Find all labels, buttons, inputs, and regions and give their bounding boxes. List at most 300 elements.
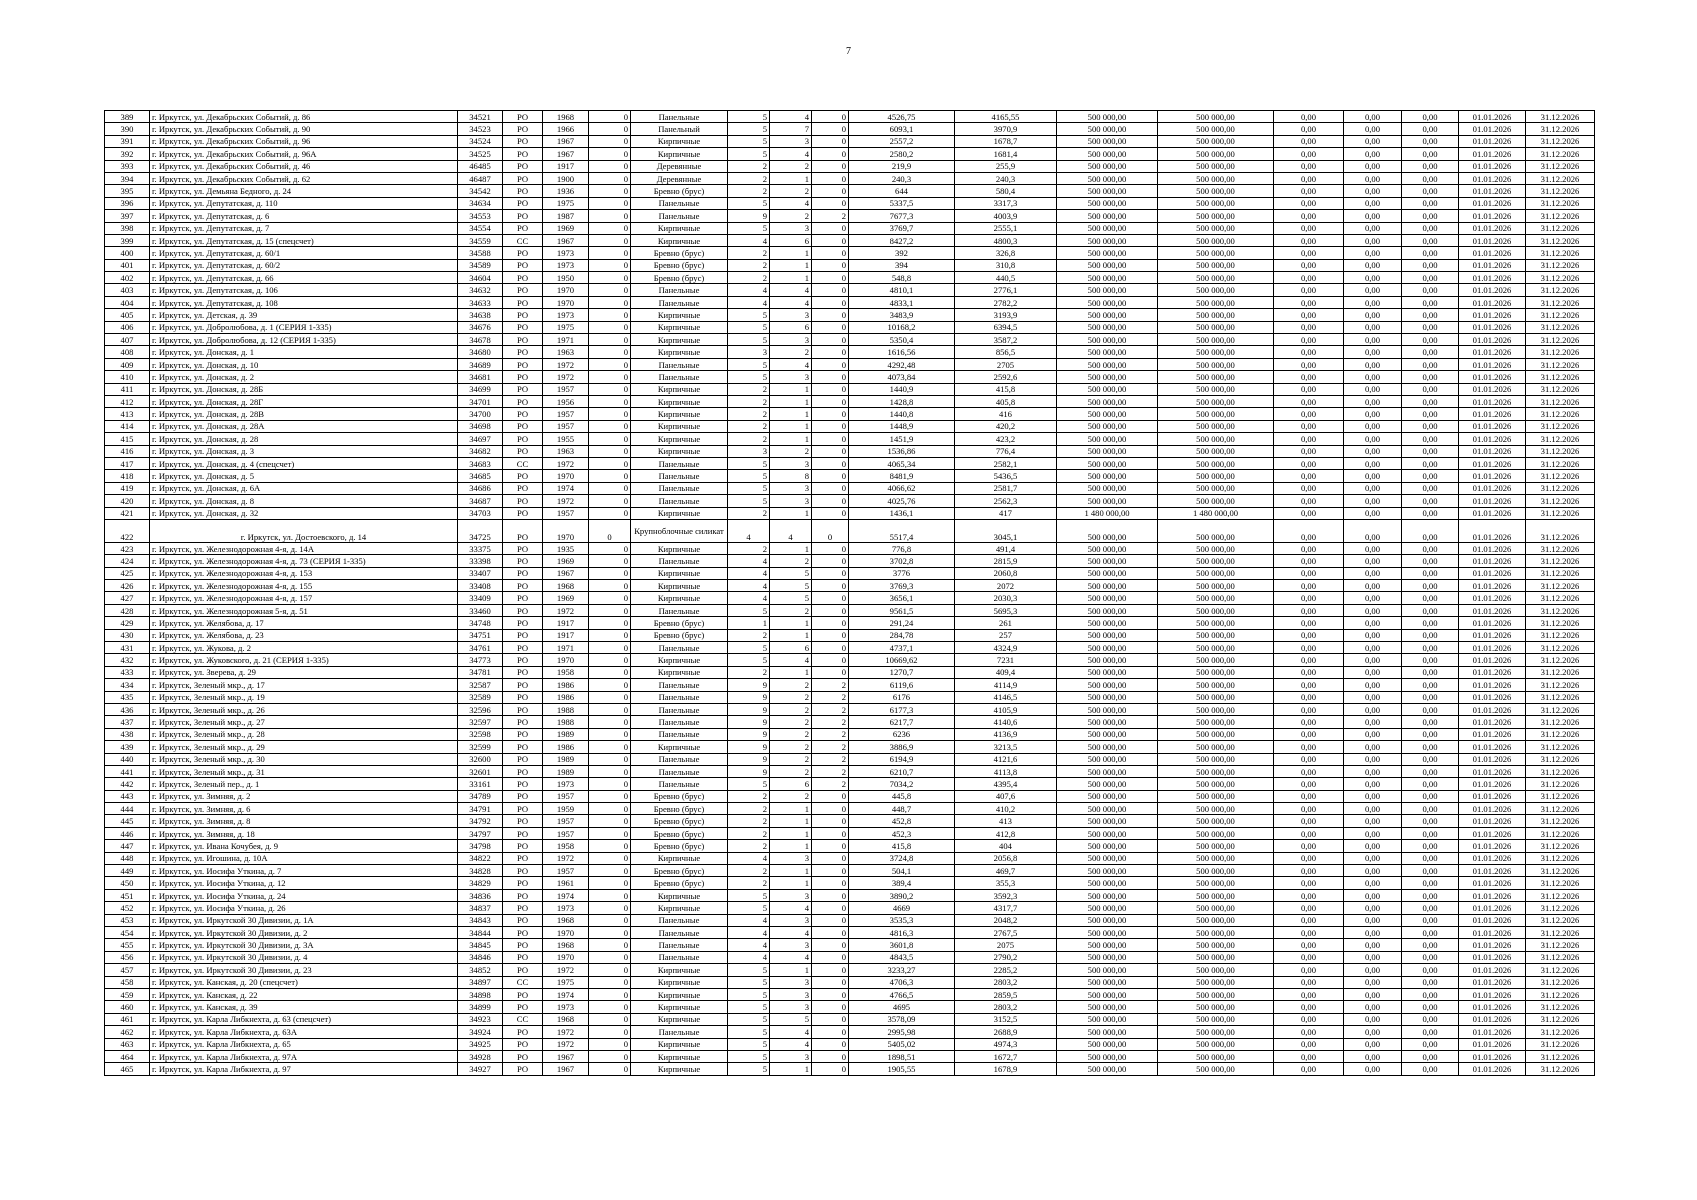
value-cell: 0	[812, 346, 849, 358]
end-date-cell: 31.12.2026	[1526, 666, 1595, 678]
end-date-cell: 31.12.2026	[1526, 542, 1595, 554]
amount-cell: 0,00	[1344, 457, 1402, 469]
amount-cell: 0,00	[1344, 408, 1402, 420]
cost-cell: 500 000,00	[1158, 272, 1274, 284]
amount-cell: 0,00	[1344, 778, 1402, 790]
value-cell: 0	[589, 135, 631, 147]
account-type-cell: РО	[503, 111, 543, 123]
account-type-cell: РО	[503, 284, 543, 296]
amount-cell: 0,00	[1274, 334, 1344, 346]
year-built-cell: 1958	[543, 840, 589, 852]
building-code-cell: 34682	[458, 445, 503, 457]
address-cell: г. Иркутск, ул. Декабрьских Событий, д. 62	[150, 172, 458, 184]
account-type-cell: РО	[503, 210, 543, 222]
total-area-cell: 4526,75	[849, 111, 955, 123]
address-cell: г. Иркутск, ул. Иосифа Уткина, д. 12	[150, 877, 458, 889]
wall-material-cell: Панельные	[631, 765, 728, 777]
table-row	[105, 852, 1595, 864]
value-cell: 0	[589, 309, 631, 321]
total-area-cell: 1448,9	[849, 420, 955, 432]
amount-cell: 0,00	[1274, 371, 1344, 383]
account-type-cell: РО	[503, 790, 543, 802]
entrances-cell: 1	[770, 420, 812, 432]
wall-material-cell: Кирпичные	[631, 902, 728, 914]
value-cell: 0	[812, 1026, 849, 1038]
building-code-cell: 32596	[458, 703, 503, 715]
amount-cell: 0,00	[1344, 765, 1402, 777]
account-type-cell: РО	[503, 296, 543, 308]
cost-cell: 500 000,00	[1158, 334, 1274, 346]
value-cell: 0	[589, 939, 631, 951]
address-cell: г. Иркутск, ул. Железнодорожная 4-я, д. 155	[150, 580, 458, 592]
cost-cell: 500 000,00	[1057, 321, 1158, 333]
building-code-cell: 34852	[458, 964, 503, 976]
start-date-cell: 01.01.2026	[1459, 1001, 1526, 1013]
address-cell: г. Иркутск, Зеленый мкр., д. 17	[150, 679, 458, 691]
building-code-cell: 33161	[458, 778, 503, 790]
row-number-cell: 397	[105, 210, 150, 222]
cost-cell: 500 000,00	[1057, 284, 1158, 296]
building-code-cell: 34846	[458, 951, 503, 963]
account-type-cell: РО	[503, 555, 543, 567]
amount-cell: 0,00	[1344, 197, 1402, 209]
wall-material-cell: Бревно (брус)	[631, 815, 728, 827]
cost-cell: 500 000,00	[1158, 445, 1274, 457]
living-area-cell: 2767,5	[955, 927, 1057, 939]
account-type-cell: РО	[503, 741, 543, 753]
amount-cell: 0,00	[1344, 111, 1402, 123]
account-type-cell: СС	[503, 457, 543, 469]
total-area-cell: 448,7	[849, 803, 955, 815]
value-cell: 0	[589, 383, 631, 395]
entrances-cell: 3	[770, 371, 812, 383]
wall-material-cell: Кирпичные	[631, 445, 728, 457]
living-area-cell: 261	[955, 617, 1057, 629]
address-cell: г. Иркутск, Зеленый мкр., д. 31	[150, 765, 458, 777]
account-type-cell: РО	[503, 222, 543, 234]
end-date-cell: 31.12.2026	[1526, 604, 1595, 616]
wall-material-cell: Кирпичные	[631, 666, 728, 678]
amount-cell: 0,00	[1274, 580, 1344, 592]
floors-cell: 2	[728, 408, 770, 420]
amount-cell: 0,00	[1344, 679, 1402, 691]
row-number-cell: 445	[105, 815, 150, 827]
floors-cell: 2	[728, 259, 770, 271]
cost-cell: 500 000,00	[1158, 877, 1274, 889]
start-date-cell: 01.01.2026	[1459, 433, 1526, 445]
cost-cell: 500 000,00	[1057, 604, 1158, 616]
cost-cell: 500 000,00	[1158, 358, 1274, 370]
entrances-cell: 3	[770, 1001, 812, 1013]
value-cell: 0	[589, 728, 631, 740]
row-number-cell: 432	[105, 654, 150, 666]
cost-cell: 500 000,00	[1057, 1038, 1158, 1050]
entrances-cell: 2	[770, 210, 812, 222]
amount-cell: 0,00	[1274, 939, 1344, 951]
year-built-cell: 1972	[543, 1038, 589, 1050]
amount-cell: 0,00	[1344, 914, 1402, 926]
value-cell: 0	[589, 902, 631, 914]
amount-cell: 0,00	[1402, 691, 1459, 703]
amount-cell: 0,00	[1274, 519, 1344, 542]
account-type-cell: РО	[503, 123, 543, 135]
account-type-cell: РО	[503, 691, 543, 703]
living-area-cell: 4165,55	[955, 111, 1057, 123]
address-cell: г. Иркутск, ул. Депутатская, д. 15 (спецсчет)	[150, 234, 458, 246]
cost-cell: 500 000,00	[1158, 172, 1274, 184]
value-cell: 0	[589, 778, 631, 790]
entrances-cell: 2	[770, 185, 812, 197]
amount-cell: 0,00	[1274, 148, 1344, 160]
table-row	[105, 542, 1595, 554]
value-cell: 2	[812, 753, 849, 765]
amount-cell: 0,00	[1402, 927, 1459, 939]
value-cell: 0	[589, 507, 631, 519]
building-code-cell: 33409	[458, 592, 503, 604]
table-row	[105, 592, 1595, 604]
start-date-cell: 01.01.2026	[1459, 321, 1526, 333]
cost-cell: 500 000,00	[1057, 383, 1158, 395]
account-type-cell: РО	[503, 580, 543, 592]
start-date-cell: 01.01.2026	[1459, 148, 1526, 160]
value-cell: 0	[812, 408, 849, 420]
value-cell: 0	[812, 555, 849, 567]
living-area-cell: 310,8	[955, 259, 1057, 271]
floors-cell: 5	[728, 642, 770, 654]
total-area-cell: 4816,3	[849, 927, 955, 939]
cost-cell: 500 000,00	[1057, 679, 1158, 691]
amount-cell: 0,00	[1402, 1013, 1459, 1025]
living-area-cell: 469,7	[955, 865, 1057, 877]
floors-cell: 2	[728, 185, 770, 197]
living-area-cell: 5695,3	[955, 604, 1057, 616]
cost-cell: 500 000,00	[1158, 408, 1274, 420]
building-code-cell: 34589	[458, 259, 503, 271]
amount-cell: 0,00	[1344, 185, 1402, 197]
living-area-cell: 4395,4	[955, 778, 1057, 790]
row-number-cell: 402	[105, 272, 150, 284]
amount-cell: 0,00	[1402, 148, 1459, 160]
amount-cell: 0,00	[1344, 383, 1402, 395]
cost-cell: 500 000,00	[1158, 976, 1274, 988]
amount-cell: 0,00	[1344, 1063, 1402, 1075]
value-cell: 0	[812, 976, 849, 988]
floors-cell: 9	[728, 741, 770, 753]
account-type-cell: РО	[503, 1026, 543, 1038]
table-row	[105, 840, 1595, 852]
floors-cell: 9	[728, 679, 770, 691]
address-cell: г. Иркутск, ул. Карла Либкнехта, д. 65	[150, 1038, 458, 1050]
amount-cell: 0,00	[1344, 519, 1402, 542]
cost-cell: 500 000,00	[1057, 197, 1158, 209]
living-area-cell: 405,8	[955, 395, 1057, 407]
amount-cell: 0,00	[1274, 703, 1344, 715]
year-built-cell: 1967	[543, 234, 589, 246]
value-cell: 0	[589, 420, 631, 432]
value-cell: 0	[589, 371, 631, 383]
amount-cell: 0,00	[1274, 185, 1344, 197]
start-date-cell: 01.01.2026	[1459, 666, 1526, 678]
entrances-cell: 6	[770, 234, 812, 246]
entrances-cell: 1	[770, 247, 812, 259]
total-area-cell: 6093,1	[849, 123, 955, 135]
start-date-cell: 01.01.2026	[1459, 542, 1526, 554]
value-cell: 0	[812, 951, 849, 963]
cost-cell: 500 000,00	[1158, 927, 1274, 939]
value-cell: 0	[589, 840, 631, 852]
amount-cell: 0,00	[1402, 790, 1459, 802]
value-cell: 0	[812, 420, 849, 432]
row-number-cell: 460	[105, 1001, 150, 1013]
amount-cell: 0,00	[1344, 371, 1402, 383]
start-date-cell: 01.01.2026	[1459, 1038, 1526, 1050]
cost-cell: 500 000,00	[1158, 111, 1274, 123]
amount-cell: 0,00	[1402, 914, 1459, 926]
cost-cell: 500 000,00	[1057, 272, 1158, 284]
entrances-cell: 3	[770, 889, 812, 901]
amount-cell: 0,00	[1274, 592, 1344, 604]
amount-cell: 0,00	[1274, 247, 1344, 259]
amount-cell: 0,00	[1402, 642, 1459, 654]
living-area-cell: 1672,7	[955, 1050, 1057, 1062]
end-date-cell: 31.12.2026	[1526, 902, 1595, 914]
table-row	[105, 765, 1595, 777]
building-code-cell: 34836	[458, 889, 503, 901]
entrances-cell: 3	[770, 852, 812, 864]
cost-cell: 500 000,00	[1057, 371, 1158, 383]
floors-cell: 5	[728, 1038, 770, 1050]
table-row	[105, 939, 1595, 951]
floors-cell: 2	[728, 790, 770, 802]
cost-cell: 500 000,00	[1158, 592, 1274, 604]
floors-cell: 2	[728, 420, 770, 432]
address-cell: г. Иркутск, ул. Донская, д. 28Б	[150, 383, 458, 395]
living-area-cell: 4105,9	[955, 703, 1057, 715]
cost-cell: 500 000,00	[1158, 309, 1274, 321]
total-area-cell: 6217,7	[849, 716, 955, 728]
address-cell: г. Иркутск, ул. Железнодорожная 4-я, д. 73 (СЕРИЯ 1-335)	[150, 555, 458, 567]
cost-cell: 500 000,00	[1057, 519, 1158, 542]
floors-cell: 5	[728, 111, 770, 123]
cost-cell: 500 000,00	[1057, 148, 1158, 160]
end-date-cell: 31.12.2026	[1526, 135, 1595, 147]
address-cell: г. Иркутск, ул. Иркутской 30 Дивизии, д. 1А	[150, 914, 458, 926]
year-built-cell: 1958	[543, 666, 589, 678]
amount-cell: 0,00	[1274, 914, 1344, 926]
amount-cell: 0,00	[1274, 1038, 1344, 1050]
cost-cell: 500 000,00	[1057, 358, 1158, 370]
start-date-cell: 01.01.2026	[1459, 172, 1526, 184]
row-number-cell: 464	[105, 1050, 150, 1062]
cost-cell: 500 000,00	[1158, 542, 1274, 554]
row-number-cell: 417	[105, 457, 150, 469]
living-area-cell: 2582,1	[955, 457, 1057, 469]
value-cell: 0	[812, 148, 849, 160]
amount-cell: 0,00	[1274, 654, 1344, 666]
amount-cell: 0,00	[1402, 519, 1459, 542]
end-date-cell: 31.12.2026	[1526, 889, 1595, 901]
value-cell: 0	[812, 852, 849, 864]
account-type-cell: РО	[503, 247, 543, 259]
living-area-cell: 2581,7	[955, 482, 1057, 494]
account-type-cell: РО	[503, 852, 543, 864]
end-date-cell: 31.12.2026	[1526, 259, 1595, 271]
cost-cell: 500 000,00	[1057, 210, 1158, 222]
account-type-cell: РО	[503, 542, 543, 554]
amount-cell: 0,00	[1402, 445, 1459, 457]
value-cell: 0	[589, 580, 631, 592]
value-cell: 0	[812, 185, 849, 197]
building-code-cell: 34632	[458, 284, 503, 296]
wall-material-cell: Бревно (брус)	[631, 827, 728, 839]
building-code-cell: 34701	[458, 395, 503, 407]
amount-cell: 0,00	[1402, 482, 1459, 494]
start-date-cell: 01.01.2026	[1459, 135, 1526, 147]
account-type-cell: РО	[503, 383, 543, 395]
table-row	[105, 567, 1595, 579]
cost-cell: 500 000,00	[1158, 964, 1274, 976]
value-cell: 2	[812, 778, 849, 790]
amount-cell: 0,00	[1344, 234, 1402, 246]
wall-material-cell: Бревно (брус)	[631, 185, 728, 197]
wall-material-cell: Панельные	[631, 716, 728, 728]
start-date-cell: 01.01.2026	[1459, 334, 1526, 346]
cost-cell: 500 000,00	[1158, 234, 1274, 246]
wall-material-cell: Кирпичные	[631, 321, 728, 333]
value-cell: 0	[589, 741, 631, 753]
cost-cell: 500 000,00	[1158, 604, 1274, 616]
cost-cell: 500 000,00	[1158, 988, 1274, 1000]
row-number-cell: 431	[105, 642, 150, 654]
address-cell: г. Иркутск, ул. Канская, д. 22	[150, 988, 458, 1000]
table-row	[105, 753, 1595, 765]
account-type-cell: РО	[503, 778, 543, 790]
total-area-cell: 1905,55	[849, 1063, 955, 1075]
building-code-cell: 34634	[458, 197, 503, 209]
entrances-cell: 2	[770, 445, 812, 457]
wall-material-cell: Панельные	[631, 296, 728, 308]
amount-cell: 0,00	[1344, 433, 1402, 445]
year-built-cell: 1969	[543, 222, 589, 234]
wall-material-cell: Панельные	[631, 197, 728, 209]
amount-cell: 0,00	[1274, 951, 1344, 963]
value-cell: 0	[589, 519, 631, 542]
cost-cell: 500 000,00	[1057, 111, 1158, 123]
row-number-cell: 454	[105, 927, 150, 939]
floors-cell: 5	[728, 123, 770, 135]
amount-cell: 0,00	[1402, 951, 1459, 963]
floors-cell: 2	[728, 383, 770, 395]
living-area-cell: 5436,5	[955, 470, 1057, 482]
account-type-cell: РО	[503, 495, 543, 507]
cost-cell: 500 000,00	[1057, 234, 1158, 246]
amount-cell: 0,00	[1274, 889, 1344, 901]
amount-cell: 0,00	[1274, 827, 1344, 839]
row-number-cell: 435	[105, 691, 150, 703]
amount-cell: 0,00	[1274, 408, 1344, 420]
account-type-cell: РО	[503, 629, 543, 641]
year-built-cell: 1917	[543, 160, 589, 172]
floors-cell: 4	[728, 519, 770, 542]
start-date-cell: 01.01.2026	[1459, 420, 1526, 432]
cost-cell: 500 000,00	[1057, 420, 1158, 432]
start-date-cell: 01.01.2026	[1459, 728, 1526, 740]
value-cell: 0	[589, 1013, 631, 1025]
value-cell: 0	[812, 160, 849, 172]
amount-cell: 0,00	[1344, 222, 1402, 234]
floors-cell: 5	[728, 321, 770, 333]
total-area-cell: 504,1	[849, 865, 955, 877]
amount-cell: 0,00	[1402, 358, 1459, 370]
end-date-cell: 31.12.2026	[1526, 123, 1595, 135]
year-built-cell: 1973	[543, 902, 589, 914]
table-row	[105, 395, 1595, 407]
amount-cell: 0,00	[1344, 542, 1402, 554]
row-number-cell: 409	[105, 358, 150, 370]
year-built-cell: 1974	[543, 482, 589, 494]
address-cell: г. Иркутск, ул. Иркутской 30 Дивизии, д. 4	[150, 951, 458, 963]
floors-cell: 5	[728, 495, 770, 507]
living-area-cell: 2030,3	[955, 592, 1057, 604]
living-area-cell: 417	[955, 507, 1057, 519]
row-number-cell: 443	[105, 790, 150, 802]
cost-cell: 500 000,00	[1057, 741, 1158, 753]
amount-cell: 0,00	[1402, 703, 1459, 715]
building-code-cell: 34686	[458, 482, 503, 494]
start-date-cell: 01.01.2026	[1459, 222, 1526, 234]
value-cell: 2	[812, 716, 849, 728]
total-area-cell: 1616,56	[849, 346, 955, 358]
row-number-cell: 451	[105, 889, 150, 901]
amount-cell: 0,00	[1402, 321, 1459, 333]
row-number-cell: 406	[105, 321, 150, 333]
building-code-cell: 34798	[458, 840, 503, 852]
floors-cell: 2	[728, 803, 770, 815]
start-date-cell: 01.01.2026	[1459, 555, 1526, 567]
wall-material-cell: Бревно (брус)	[631, 617, 728, 629]
amount-cell: 0,00	[1274, 964, 1344, 976]
address-cell: г. Иркутск, ул. Железнодорожная 4-я, д. 157	[150, 592, 458, 604]
row-number-cell: 414	[105, 420, 150, 432]
wall-material-cell: Кирпичные	[631, 395, 728, 407]
value-cell: 0	[812, 495, 849, 507]
amount-cell: 0,00	[1402, 259, 1459, 271]
wall-material-cell: Бревно (брус)	[631, 629, 728, 641]
year-built-cell: 1967	[543, 135, 589, 147]
amount-cell: 0,00	[1344, 728, 1402, 740]
floors-cell: 2	[728, 815, 770, 827]
cost-cell: 500 000,00	[1057, 765, 1158, 777]
end-date-cell: 31.12.2026	[1526, 383, 1595, 395]
row-number-cell: 465	[105, 1063, 150, 1075]
living-area-cell: 3152,5	[955, 1013, 1057, 1025]
amount-cell: 0,00	[1402, 1026, 1459, 1038]
amount-cell: 0,00	[1344, 889, 1402, 901]
total-area-cell: 1428,8	[849, 395, 955, 407]
housing-registry-table	[104, 110, 1595, 1076]
amount-cell: 0,00	[1402, 679, 1459, 691]
building-code-cell: 34797	[458, 827, 503, 839]
total-area-cell: 4025,76	[849, 495, 955, 507]
year-built-cell: 1968	[543, 111, 589, 123]
value-cell: 2	[812, 741, 849, 753]
amount-cell: 0,00	[1344, 976, 1402, 988]
wall-material-cell: Панельные	[631, 470, 728, 482]
end-date-cell: 31.12.2026	[1526, 148, 1595, 160]
table-row	[105, 433, 1595, 445]
value-cell: 0	[812, 1050, 849, 1062]
cost-cell: 500 000,00	[1158, 135, 1274, 147]
